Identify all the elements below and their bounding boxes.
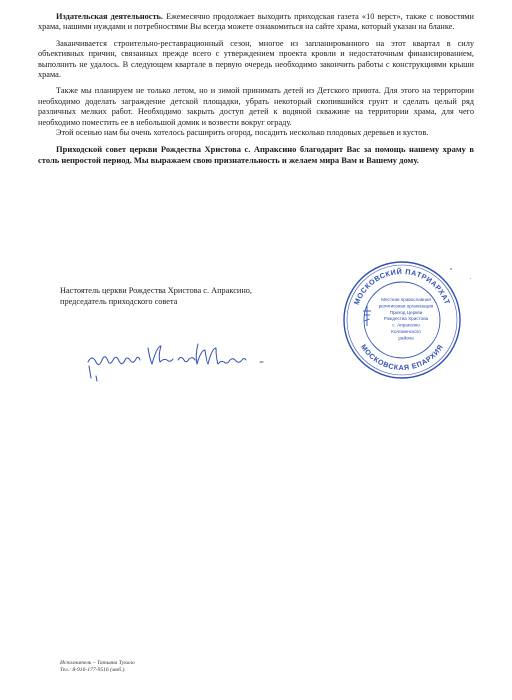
seal-center-line: Местная православная — [381, 297, 431, 302]
seal-center-line: Рождества Христова — [383, 316, 429, 322]
signer-title: Настоятель церкви Рождества Христова с. Апраксино, — [60, 286, 252, 295]
seal-center-line: Коломенского — [391, 329, 421, 334]
seal-center-line: с. Апраксино — [392, 322, 420, 328]
seal-bottom-text: МОСКОВСКАЯ ЕПАРХИЯ — [358, 342, 446, 373]
seal-center-line: религиозная организация — [378, 303, 434, 309]
paragraph-publishing — [38, 12, 474, 33]
handwritten-signature — [86, 340, 286, 390]
footer-contact — [60, 660, 310, 674]
executor-phone: Тел.: 8-916-177-9516 (моб.). — [60, 667, 126, 673]
paragraph-garden: Этой осенью нам бы очень хотелось расширить огород, посадить несколько плодовых деревьев и кустов. — [56, 128, 429, 138]
svg-text:МОСКОВСКАЯ ЕПАРХИЯ — [359, 343, 445, 373]
paragraph-children: Также мы планируем не только летом, но и зимой принимать детей из Детского приюта. Для этого на территории необходимо доделать заграждение детской площадки, убрать некоторый скопившийся грунт и сделать целый ряд различных мелких работ. Необходимо закрыть доступ детей к водяной скважине на территории храма, для чего необходимо поместить ее в небольшой домик и возвести вокруг ограду. — [38, 86, 474, 127]
signer-block — [60, 285, 320, 307]
letter-body — [38, 12, 474, 171]
publishing-text: Ежемесячно продолжает выходить приходская газета «10 верст», также с новостями храма, нашими нуждами и потребностями Вы всегда можете ознакомиться на сайте храма, который указан на бланке. — [38, 12, 475, 32]
seal-top-text: МОСКОВСКИЙ ПАТРИАРХАТ — [351, 266, 453, 307]
paragraph-construction: Заканчивается строительно-реставрационный сезон, многое из запланированного на этот квартал в силу объективных причин, связанных прежде всего с утверждением проекта кровли и недостаточным финансированием, выполнить не удалось. В следующем квартале в первую очередь необходимо закончить работы с конструкциями крыши храма. — [38, 38, 474, 80]
publishing-heading: Издательская деятельность. — [56, 12, 163, 21]
signer-role: председатель приходского совета — [60, 297, 178, 306]
executor-name: Исполнитель – Татьяна Тукало — [60, 660, 135, 666]
paper-speck — [470, 278, 471, 279]
seal-center-line: района — [398, 335, 414, 341]
seal-center-text — [379, 297, 434, 340]
paper-speck — [450, 268, 452, 270]
paragraph-gratitude: Приходской совет церкви Рождества Христова с. Апраксино благодарит Вас за помощь нашему храму в столь непростой период. Мы выражаем свою признательность и желаем мира Вам и Вашему дому. — [38, 144, 474, 165]
seal-center-line: Приход Церкви — [389, 309, 423, 315]
church-seal — [340, 258, 464, 382]
